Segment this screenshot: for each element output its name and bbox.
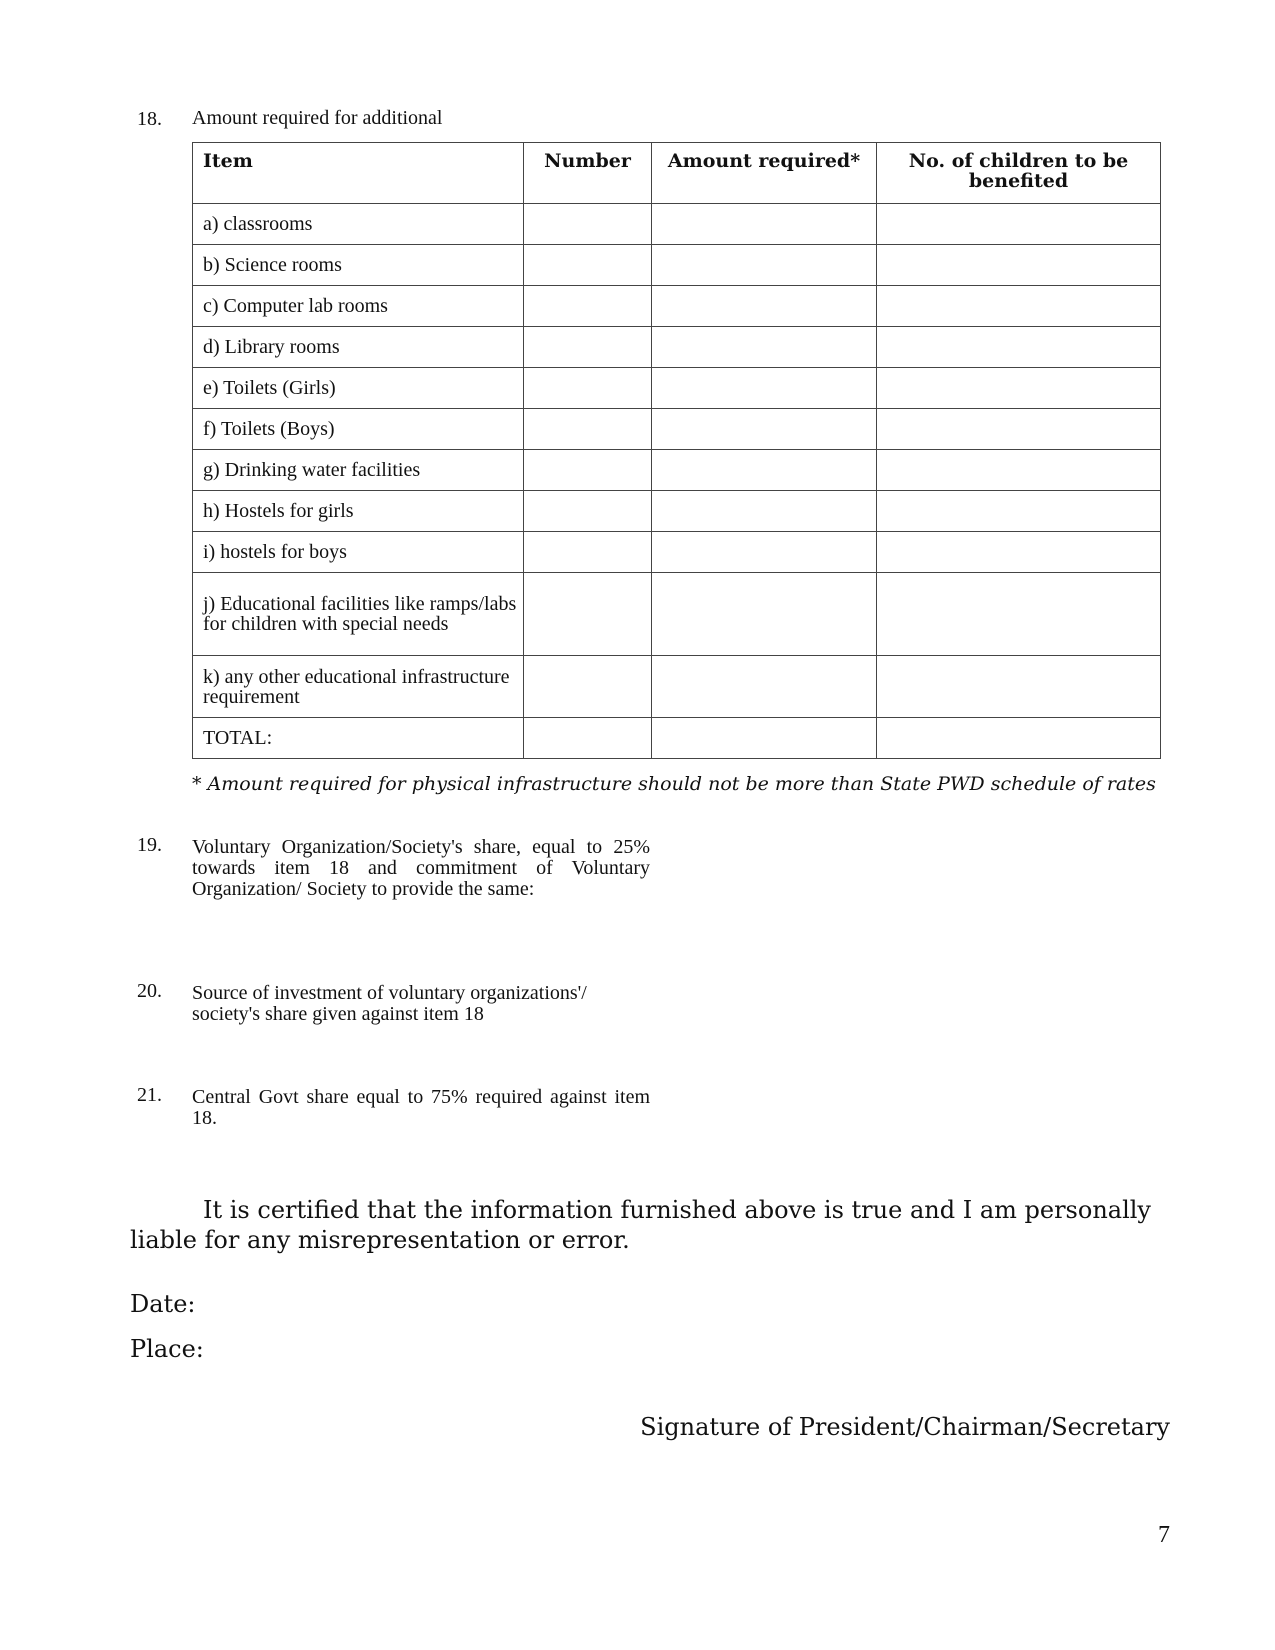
number-cell[interactable] <box>524 409 652 450</box>
children-cell[interactable] <box>877 573 1161 656</box>
date-label: Date: <box>130 1290 196 1318</box>
header-number: Number <box>524 143 652 204</box>
amount-cell[interactable] <box>652 450 877 491</box>
table-row <box>193 409 1161 450</box>
row-item-label: j) Educational facilities like ramps/labs for children with special needs <box>193 573 524 656</box>
row-item-label: g) Drinking water facilities <box>193 450 524 491</box>
question-20-number: 20. <box>137 980 162 1002</box>
number-cell[interactable] <box>524 245 652 286</box>
question-21-text: Central Govt share equal to 75% required against item 18. <box>192 1086 650 1129</box>
children-cell[interactable] <box>877 368 1161 409</box>
table-row <box>193 368 1161 409</box>
amount-total-cell[interactable] <box>652 718 877 759</box>
row-item-label: a) classrooms <box>193 204 524 245</box>
signature-line: Signature of President/Chairman/Secretary <box>640 1413 1170 1441</box>
header-children-benefited: No. of children to be benefited <box>877 143 1161 204</box>
header-item: Item <box>193 143 524 204</box>
number-cell[interactable] <box>524 573 652 656</box>
amount-cell[interactable] <box>652 409 877 450</box>
children-cell[interactable] <box>877 656 1161 718</box>
table-row-total <box>193 718 1161 759</box>
table-row <box>193 656 1161 718</box>
question-20-text: Source of investment of voluntary organizations'/ society's share given against item 18 <box>192 982 587 1025</box>
number-cell[interactable] <box>524 327 652 368</box>
row-item-label: h) Hostels for girls <box>193 491 524 532</box>
table-row <box>193 491 1161 532</box>
children-cell[interactable] <box>877 327 1161 368</box>
table-footnote: * Amount required for physical infrastructure should not be more than State PWD schedule of rates <box>192 773 1156 795</box>
table-row <box>193 327 1161 368</box>
amount-cell[interactable] <box>652 491 877 532</box>
children-cell[interactable] <box>877 204 1161 245</box>
row-item-label: e) Toilets (Girls) <box>193 368 524 409</box>
row-item-label: d) Library rooms <box>193 327 524 368</box>
amount-cell[interactable] <box>652 245 877 286</box>
number-cell[interactable] <box>524 204 652 245</box>
question-18-number: 18. <box>137 108 162 130</box>
number-cell[interactable] <box>524 532 652 573</box>
table-header-row <box>193 143 1161 204</box>
table-row <box>193 532 1161 573</box>
amount-cell[interactable] <box>652 573 877 656</box>
question-18-title: Amount required for additional <box>192 107 443 129</box>
row-item-label: b) Science rooms <box>193 245 524 286</box>
number-cell[interactable] <box>524 286 652 327</box>
row-item-label: i) hostels for boys <box>193 532 524 573</box>
number-total-cell[interactable] <box>524 718 652 759</box>
children-cell[interactable] <box>877 286 1161 327</box>
children-cell[interactable] <box>877 491 1161 532</box>
number-cell[interactable] <box>524 450 652 491</box>
children-cell[interactable] <box>877 245 1161 286</box>
number-cell[interactable] <box>524 368 652 409</box>
amount-cell[interactable] <box>652 204 877 245</box>
page-number: 7 <box>1158 1522 1170 1548</box>
question-19-text: Voluntary Organization/Society's share, equal to 25% towards item 18 and commitment of Voluntary Organization/ Society to provide the same: <box>192 836 650 900</box>
place-label: Place: <box>130 1335 204 1363</box>
header-amount-required: Amount required* <box>652 143 877 204</box>
table-row <box>193 286 1161 327</box>
number-cell[interactable] <box>524 656 652 718</box>
total-label: TOTAL: <box>193 718 524 759</box>
children-cell[interactable] <box>877 450 1161 491</box>
table-row <box>193 450 1161 491</box>
amount-cell[interactable] <box>652 368 877 409</box>
row-item-label: k) any other educational infrastructure requirement <box>193 656 524 718</box>
table-row <box>193 204 1161 245</box>
children-cell[interactable] <box>877 532 1161 573</box>
table-row <box>193 245 1161 286</box>
row-item-label: f) Toilets (Boys) <box>193 409 524 450</box>
table-row <box>193 573 1161 656</box>
row-item-label: c) Computer lab rooms <box>193 286 524 327</box>
number-cell[interactable] <box>524 491 652 532</box>
question-21-number: 21. <box>137 1084 162 1106</box>
children-cell[interactable] <box>877 409 1161 450</box>
amount-cell[interactable] <box>652 532 877 573</box>
certification-statement: It is certified that the information furnished above is true and I am personally liable for any misrepresentation or error. <box>130 1196 1151 1254</box>
amount-cell[interactable] <box>652 286 877 327</box>
amount-cell[interactable] <box>652 656 877 718</box>
infrastructure-table <box>192 142 1161 759</box>
children-total-cell[interactable] <box>877 718 1161 759</box>
amount-cell[interactable] <box>652 327 877 368</box>
question-19-number: 19. <box>137 834 162 856</box>
